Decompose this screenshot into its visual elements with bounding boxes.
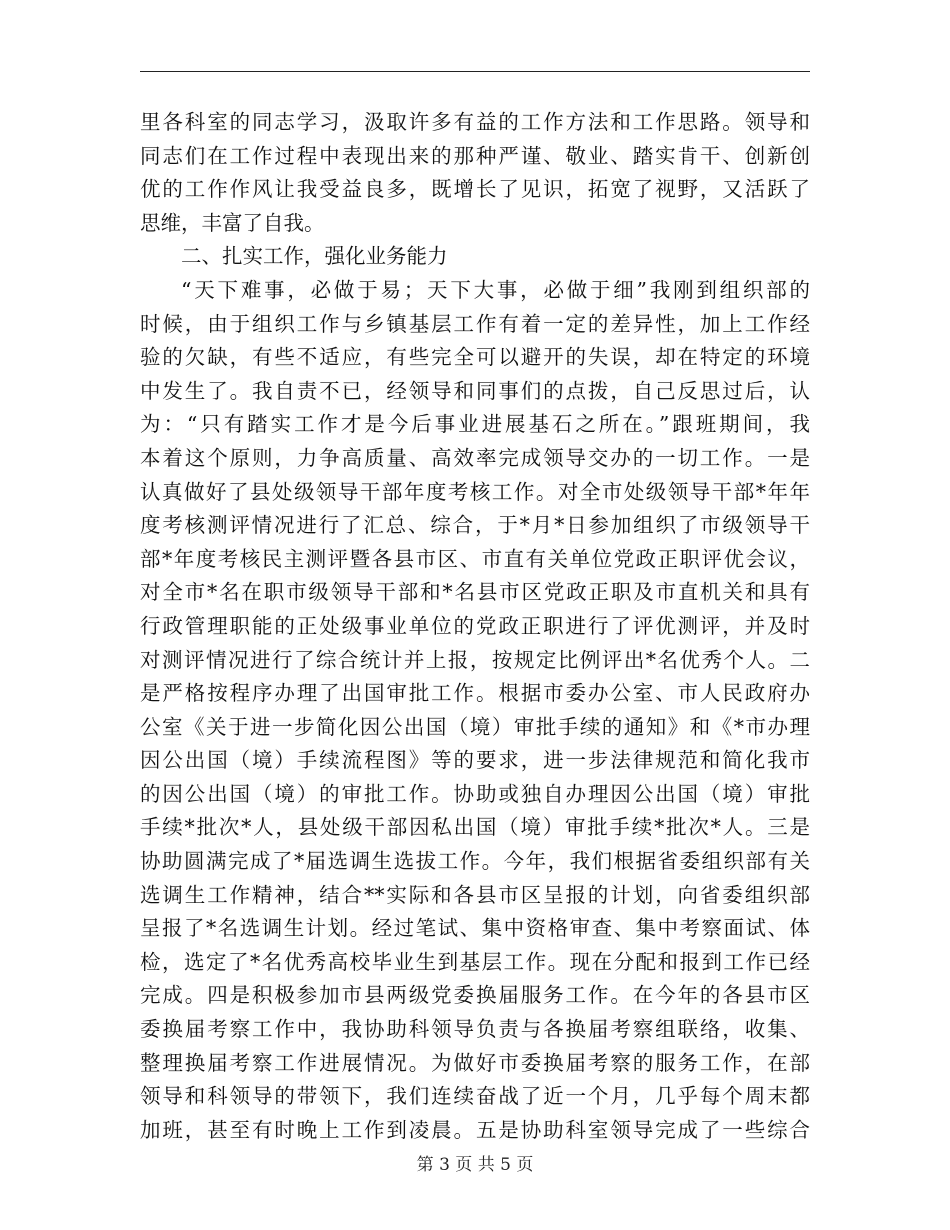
text-line: 本着这个原则，力争高质量、高效率完成领导交办的一切工作。一是 [140,445,810,470]
text-line: 选调生工作精神，结合**实际和各县市区呈报的计划，向省委组织部 [140,882,810,907]
text-line: 认真做好了县处级领导干部年度考核工作。对全市处级领导干部*年年 [140,479,810,504]
page-number-footer: 第 3 页 共 5 页 [416,1155,534,1175]
text-line: 手续*批次*人，县处级干部因私出国（境）审批手续*批次*人。三是 [140,815,810,840]
text-line: 的因公出国（境）的审批工作。协助或独自办理因公出国（境）审批 [140,781,810,806]
text-line: 加班，甚至有时晚上工作到凌晨。五是协助科室领导完成了一些综合 [140,1117,810,1142]
text-line: 验的欠缺，有些不适应，有些完全可以避开的失误，却在特定的环境 [140,345,810,370]
text-line: 对测评情况进行了综合统计并上报，按规定比例评出*名优秀个人。二 [140,647,810,672]
text-line: 公室《关于进一步简化因公出国（境）审批手续的通知》和《*市办理 [140,714,810,739]
text-line: 委换届考察工作中，我协助科领导负责与各换届考察组联络，收集、 [140,1017,810,1042]
text-line: 行政管理职能的正处级事业单位的党政正职进行了评优测评，并及时 [140,613,810,638]
text-line: 领导和科领导的带领下，我们连续奋战了近一个月，几乎每个周末都 [140,1084,810,1109]
text-line: 思维，丰富了自我。 [140,210,325,235]
text-line: “天下难事，必做于易；天下大事，必做于细”我刚到组织部的 [181,277,810,302]
text-line: 为：“只有踏实工作才是今后事业进展基石之所在。”跟班期间，我 [140,412,810,437]
document-body [140,106,810,1147]
header-rule [140,71,810,72]
text-line: 时候，由于组织工作与乡镇基层工作有着一定的差异性，加上工作经 [140,311,810,336]
text-line: 度考核测评情况进行了汇总、综合，于*月*日参加组织了市级领导干 [140,513,810,538]
text-line: 是严格按程序办理了出国审批工作。根据市委办公室、市人民政府办 [140,681,810,706]
text-line: 协助圆满完成了*届选调生选拔工作。今年，我们根据省委组织部有关 [140,849,810,874]
text-line: 中发生了。我自责不已，经领导和同事们的点拨，自己反思过后，认 [140,378,810,403]
text-line: 检，选定了*名优秀高校毕业生到基层工作。现在分配和报到工作已经 [140,949,810,974]
text-line: 整理换届考察工作进展情况。为做好市委换届考察的服务工作，在部 [140,1050,810,1075]
text-line: 优的工作作风让我受益良多，既增长了见识，拓宽了视野，又活跃了 [140,177,810,202]
text-line: 里各科室的同志学习，汲取许多有益的工作方法和工作思路。领导和 [140,110,810,134]
text-line: 对全市*名在职市级领导干部和*名县市区党政正职及市直机关和具有 [140,580,810,605]
text-line: 因公出国（境）手续流程图》等的要求，进一步法律规范和简化我市 [140,748,810,773]
text-line: 部*年度考核民主测评暨各县市区、市直有关单位党政正职评优会议， [140,546,810,571]
text-line: 二、扎实工作，强化业务能力 [181,244,448,269]
text-line: 完成。四是积极参加市县两级党委换届服务工作。在今年的各县市区 [140,983,810,1008]
text-line: 呈报了*名选调生计划。经过笔试、集中资格审查、集中考察面试、体 [140,916,810,941]
text-line: 同志们在工作过程中表现出来的那种严谨、敬业、踏实肯干、创新创 [140,143,810,168]
